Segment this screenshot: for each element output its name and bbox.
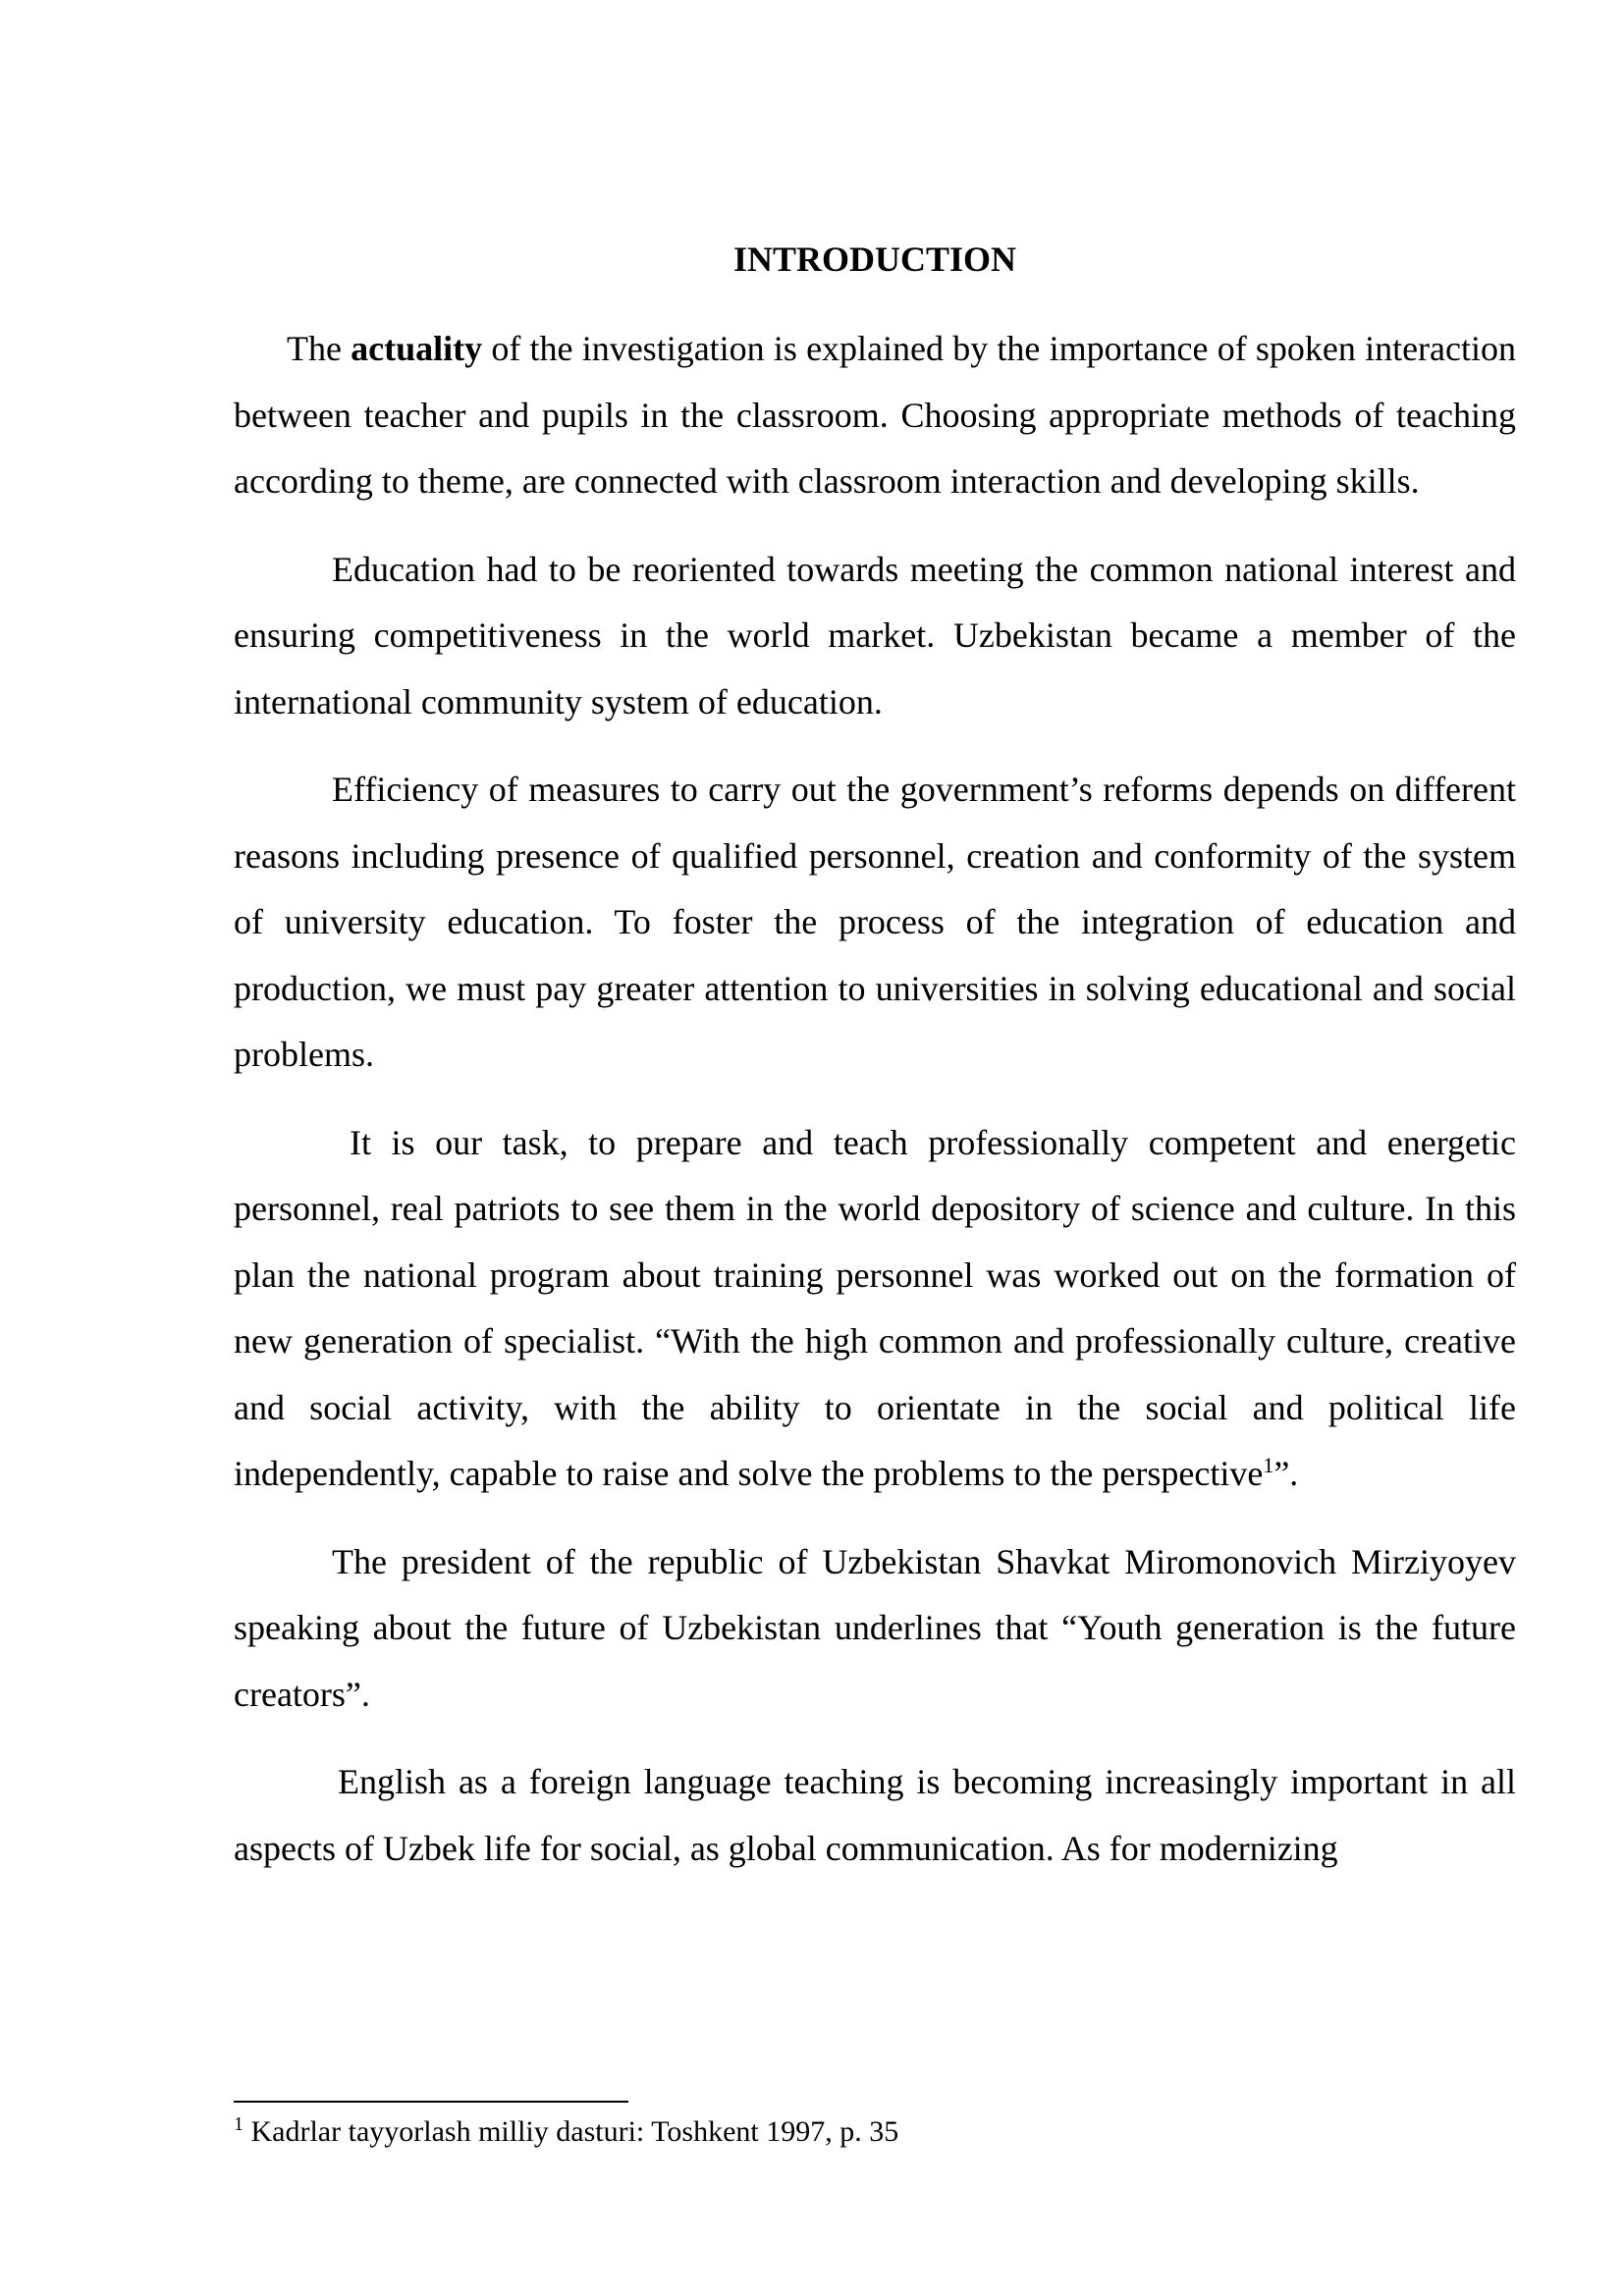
- paragraph-task: [234, 1110, 1516, 1508]
- paragraph-text: The: [287, 329, 352, 368]
- bold-term: actuality: [351, 329, 483, 368]
- paragraph-text: of the investigation is explained by the importance of spoken interaction between teacher and pupils in the classroom. Choosing appropriate methods of teaching according to theme, are connected with classroom interaction and developing skills.: [234, 329, 1517, 501]
- paragraph-text: It is our task, to prepare and teach professionally competent and energetic personnel, real patriots to see them in the world depository of science and culture. In this plan the national program about training personnel was worked out on the formation of new generation of specialist. “With the high common and professionally culture, creative and social activity, with the ability to orientate in the social and political life independently, capable to raise and solve the problems to the perspective: [234, 1122, 1516, 1493]
- page-body: [234, 236, 1516, 1903]
- paragraph-education: Education had to be reoriented towards meeting the common national interest and ensuring competitiveness in the world market. Uzbekistan became a member of the international community system of education.: [234, 549, 1516, 721]
- paragraph-text: ”.: [1273, 1454, 1299, 1493]
- footnote-divider: [234, 2101, 628, 2103]
- footnote-text: Kadrlar tayyorlash milliy dasturi: Toshkent 1997, p. 35: [244, 2115, 899, 2148]
- footnote: [234, 2112, 898, 2152]
- page-title: INTRODUCTION: [732, 240, 1017, 279]
- paragraph-english: English as a foreign language teaching is becoming increasingly important in all aspects of Uzbek life for social, as global communication. As for modernizing: [234, 1762, 1516, 1868]
- paragraph-actuality: [234, 316, 1516, 515]
- paragraph-president: The president of the republic of Uzbekistan Shavkat Miromonovich Mirziyoyev speaking about the future of Uzbekistan underlines that “Youth generation is the future creators”.: [234, 1541, 1516, 1714]
- paragraph-efficiency: Efficiency of measures to carry out the government’s reforms depends on different reasons including presence of qualified personnel, creation and conformity of the system of university education. To foster the process of the integration of education and production, we must pay greater attention to universities in solving educational and social problems.: [234, 770, 1516, 1074]
- footnote-reference: 1: [1263, 1453, 1274, 1477]
- footnote-marker: 1: [234, 2113, 244, 2135]
